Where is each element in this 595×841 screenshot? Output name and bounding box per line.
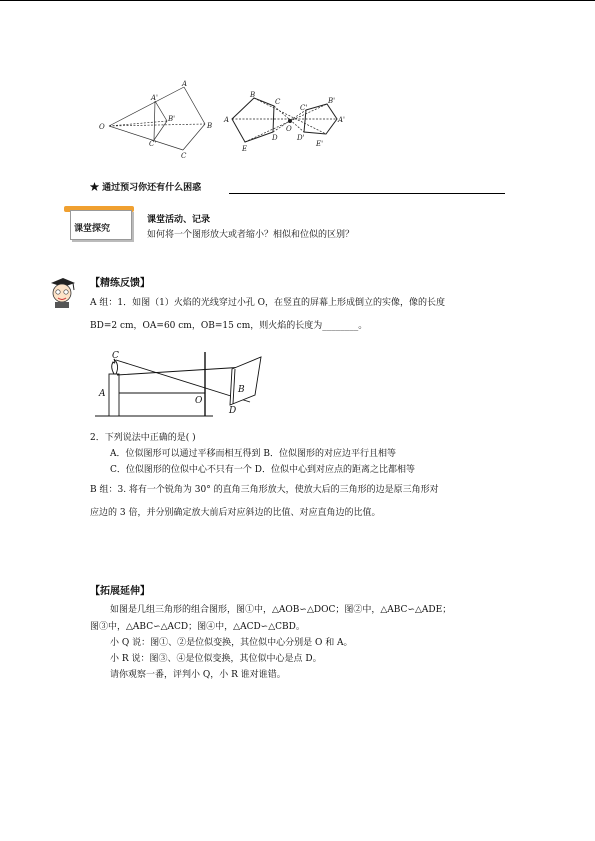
extension-line1: 如图是几组三角形的组合图形，图①中，△AOB∽△DOC；图②中，△ABC∽△ADE； [110,605,452,615]
q1-line1: A 组：1．如图（1）火焰的光线穿过小孔 O，在竖直的屏幕上形成倒立的实像，像的长度 [90,298,446,308]
label-B-prime: B' [168,115,176,123]
classroom-question: 如何将一个图形放大或者缩小？相似和位似的区别？ [147,230,355,240]
preview-question-line: ★ 通过预习你还有什么困惑 [90,183,202,193]
label-C: C [275,98,281,106]
q3-line2: 应边的 3 倍，并分别确定放大前后对应斜边的比值、对应直角边的比值。 [90,508,381,518]
label-B: B [250,91,256,99]
label-B: B [207,122,213,130]
label-C: C [112,351,119,361]
pinhole-camera-figure [95,347,270,419]
label-C: C [181,152,187,160]
label-D-prime: D' [297,134,305,142]
label-A: A [182,80,188,88]
student-mascot-icon [45,273,79,309]
q3-line1: B 组：3. 将有一个锐角为 30° 的直角三角形放大，使放大后的三角形的边是原三角形对 [90,485,439,495]
extension-line4: 小 R 说：图③、④是位似变换，其位似中心是点 D。 [110,654,322,664]
center-O-dot [288,119,292,123]
classroom-explore-badge [60,204,138,240]
label-D: D [272,134,278,142]
extension-heading: 【拓展延伸】 [90,586,150,597]
label-O: O [99,123,105,131]
extension-line5: 请你观察一番，评判小 Q，小 R 谁对谁错。 [110,670,286,680]
label-A-prime: A' [151,94,158,102]
q1-line2: BD=2 cm，OA=60 cm，OB=15 cm，则火焰的长度为________。 [90,321,368,331]
label-A: A [99,389,106,399]
homothety-figure-triangle [95,78,215,160]
q2-stem: 2．下列说法中正确的是( ) [90,433,196,443]
label-C-prime: C' [300,104,308,112]
homothety-figure-pentagon [224,88,344,156]
label-E: E [242,145,248,153]
label-B: B [238,385,245,395]
q2-option-C-D: C．位似图形的位似中心不只有一个 D．位似中心到对应点的距离之比都相等 [110,465,415,475]
label-B-prime: B' [328,97,336,105]
label-C-prime: C' [149,140,157,148]
label-A: A [224,116,230,124]
label-A-prime: A' [338,116,345,124]
feedback-heading: 【精练反馈】 [90,278,150,289]
label-E-prime: E' [316,140,324,148]
answer-blank-line [229,193,505,194]
page-top-border [0,0,595,1]
label-O: O [286,125,292,133]
label-O: O [195,396,203,406]
q2-option-A-B: A．位似图形可以通过平移而相互得到 B．位似图形的对应边平行且相等 [110,449,396,459]
label-D: D [229,406,237,416]
classroom-title: 课堂活动、记录 [147,215,211,225]
extension-line3: 小 Q 说：图①、②是位似变换，其位似中心分别是 O 和 A。 [110,638,353,648]
extension-line2: 图③中，△ABC∽△ACD；图④中，△ACD∽△CBD。 [90,622,305,632]
badge-label: 课堂探究 [74,224,111,234]
